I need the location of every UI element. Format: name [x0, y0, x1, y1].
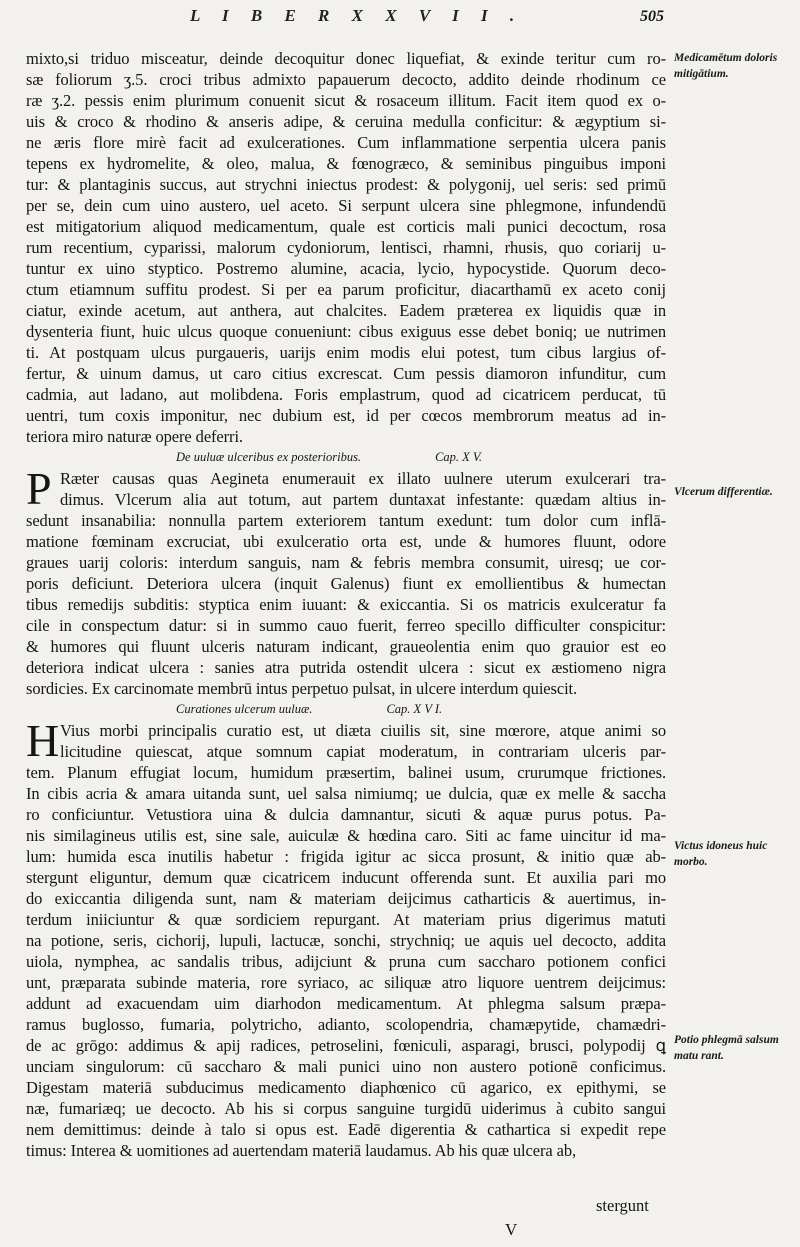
text-line: rum recentium, cyparissi, malorum cydoniorum, lentisci, rhamni, rhusis, quo coriarij u-	[26, 238, 666, 257]
page-number: 505	[640, 8, 664, 25]
text-line: unt, præparata subinde materia, rore syriaco, ac siliquæ atro liquore uentrem deijcimus:	[26, 973, 666, 992]
text-line: Vius morbi principalis curatio est, ut diæta ciuilis sit, sine mœrore, atque animi so	[60, 721, 666, 740]
text-line: tibus remedijs subditis: styptica enim iuuant: & exiccantia. Si os matricis exulceratur fa	[26, 595, 666, 614]
text-line: graues uarij coloris: interdum sanguis, nam & febris membra consumit, uiresq; ue cor-	[26, 553, 666, 572]
text-line: lum: humida esca inutilis habetur : frigida igitur ac sicca prosunt, & initio quæ ab-	[26, 847, 666, 866]
text-line: Digestam materiā subducimus medicamento diaphœnico cū agarico, ex epithymi, se	[26, 1078, 666, 1097]
text-line: tuntur ex uino styptico. Postremo alumine, acacia, lycio, hypocystide. Quorum deco-	[26, 259, 666, 278]
text-line: fertur, & uinum damus, ut caro citius excrescat. Cum pessis diamoron infunditur, cum	[26, 364, 666, 383]
text-line: na potione, seris, cichorij, lupuli, lactucæ, sonchi, strychniq; ue aquis uel decocto, addita	[26, 931, 666, 950]
drop-capital: H	[26, 715, 60, 766]
text-line: teriora miro naturæ opere deferri.	[26, 427, 243, 446]
text-line: tem. Planum effugiat locum, humidum præsertim, balinei usum, crurumque frictiones.	[26, 763, 666, 782]
text-line: dysenteria fiunt, huic ulcus quoque conueniunt: cibus exiguus esse debet boniq; ue nutrimen	[26, 322, 666, 341]
chapter-number: Cap. X V I.	[386, 702, 443, 716]
chapter-title: De uuluæ ulceribus ex posterioribus.	[176, 450, 362, 464]
text-line: mixto,si triduo misceatur, deinde decoquitur donec liquefiat, & exinde teritur cum ro-	[26, 49, 666, 68]
text-line: poris deficiunt. Deteriora ulcera (inquit Galenus) fiunt ex emollientibus & humectan	[26, 574, 666, 593]
text-line: næ, fumariæq; ue decocto. Ab his si corpus sanguine turgidū uiderimus à cubito sangui	[26, 1099, 666, 1118]
text-line: sordicies. Ex carcinomate membrū intus perpetuo pulsat, in ulcere interdum quiescit.	[26, 679, 578, 698]
text-line: tepens ex hydromelite, & oleo, malua, & fœnogræco, & seminibus pinguibus imponi	[26, 154, 666, 173]
text-line: cile in conspectum datur: si in summo cauo fuerit, ferreo specillo difficulter conspicitur:	[26, 616, 666, 635]
text-line: do exiccantia diligenda sunt, nam & materiam deijcimus catharticis & auertimus, in-	[26, 889, 666, 908]
text-line: cadmia, aut ladano, aut molibdena. Foris emplastrum, quod ad cicatricem perducat, tū	[26, 385, 666, 404]
text-line: ro conficiuntur. Vetustiora uina & dulcia damnantur, sicuti & aquæ purus potus. Pa-	[26, 805, 666, 824]
text-line: deteriora indicat ulcera : sanies atra putrida ostendit ulcera : sicut ex æstiomeno nigra	[26, 658, 666, 677]
text-line: ne æris flore mirè facit ad exulcerationes. Cum inflammatione serpentia ulcera panis	[26, 133, 666, 152]
text-line: In cibis acria & amara uitanda sunt, uel salsa nimiumq; ue dulcia, quæ ex melle & saccha	[26, 784, 666, 803]
margin-note: Potio phlegmā salsum matu rant.	[674, 1034, 779, 1062]
text-line: uentri, tum coxis imponitur, nec dubium est, id per cœcos membrorum meatus ad in-	[26, 406, 666, 425]
signature-mark: V	[505, 1220, 518, 1239]
text-line: & humores qui fluunt ulceris naturam indicant, graueolentia enim quo grauior est eo	[26, 637, 666, 656]
drop-capital: P	[26, 463, 52, 514]
chapter-heading	[26, 447, 666, 468]
text-line: ræ ʒ.2. pessis enim plurimum conuenit sicut & rosaceum illitum. Facit item quod ex o-	[26, 91, 666, 110]
text-line: Ræter causas quas Aegineta enumerauit ex illato uulnere uterum exulcerari tra-	[60, 469, 666, 488]
text-line: nis similagineus utilis est, sine sale, auiculæ & hœdina caro. Siti ac fame uincitur id ma-	[26, 826, 666, 845]
text-line: addunt ad exacuendam uim diarhodon medicamentum. At phlegma salsum præpa-	[26, 994, 666, 1013]
text-line: licitudine quiescat, atque somnum capiat moderatum, in contrariam ulceris par-	[60, 742, 666, 761]
text-line: timus: Interea & uomitiones ad auertendam materiā laudamus. Ab his quæ ulcera ab,	[26, 1141, 576, 1160]
text-line: ctum etiamnum suffitu prodest. Si per ea parum proficitur, diacarthamū ex aceto conij	[26, 280, 666, 299]
text-line: nem demittimus: deinde à talo si opus est. Eadē digerentia & cathartica si expedit repe	[26, 1120, 666, 1139]
text-line: stergunt eliguntur, demum quæ cicatricem inducunt offerenda sunt. Et auxilia pari mo	[26, 868, 666, 887]
margin-note: Medicamētum doloris mitigātium.	[674, 52, 778, 80]
text-line: sæ foliorum ʒ.5. croci tribus admixto papauerum decocto, addito deinde rhodinum ce	[26, 70, 666, 89]
text-line: tur: & plantaginis succus, aut strychni iniectus prodest: & polygonij, uel seris: sed primū	[26, 175, 666, 194]
text-line: ciatur, exinde acetum, aut anthera, aut chalcites. Eadem præterea ex liquidis quæ in	[26, 301, 666, 320]
chapter-title: Curationes ulcerum uuluæ.	[176, 702, 313, 716]
margin-note: Vlcerum differentiæ.	[674, 486, 773, 498]
text-line: per se, dein cum uino austero, uel aceto. Si serpunt ulcera sine phlegmone, infundendū	[26, 196, 666, 215]
running-title: L I B E R X X V I I .	[190, 6, 524, 25]
text-line: sedunt insanabilia: nonnulla partem exteriorem tantum exedunt: tum dolor cum inflā-	[26, 511, 666, 530]
chapter-number: Cap. X V.	[435, 450, 483, 464]
text-line: uiola, nymphea, ac sandalis tribus, adijciunt & pruna cum saccharo potionem confici	[26, 952, 666, 971]
text-line: unciam singulorum: cū saccharo & mali punici uino non austero potionē conficimus.	[26, 1057, 666, 1076]
chapter-heading	[26, 699, 666, 720]
text-line: ramus buglosso, fumaria, polytricho, adianto, scolopendria, chamæpytide, chamædri-	[26, 1015, 666, 1034]
text-line: est mitigatorium aliquod medicamentum, quale est corticis mali punici decoctum, rosa	[26, 217, 666, 236]
text-line: dimus. Vlcerum alia aut totum, aut partem duntaxat infestante: quædam altius in-	[60, 490, 666, 509]
margin-note: Victus idoneus huic morbo.	[674, 840, 768, 868]
text-line: terdum iniiciuntur & quæ sordiciem repurgant. At materiam prius digerimus matuti	[26, 910, 666, 929]
text-line: matione fœminam excruciat, ubi exulceratio orta est, unde & humores fluunt, odore	[26, 532, 666, 551]
text-line: ti. At postquam ulcus purgaueris, uarijs enim modis elui potest, tum cibus largius of-	[26, 343, 666, 362]
main-text-column	[26, 48, 666, 1161]
text-line: de ac grōgo: addimus & apij radices, petroselini, fœniculi, asparagi, brusci, polypodij ꝗ	[26, 1036, 666, 1055]
text-line: uis & croco & rhodino & anseris adipe, & ceruina medulla conficitur: & ægyptium si-	[26, 112, 666, 131]
catchword: stergunt	[596, 1196, 649, 1215]
